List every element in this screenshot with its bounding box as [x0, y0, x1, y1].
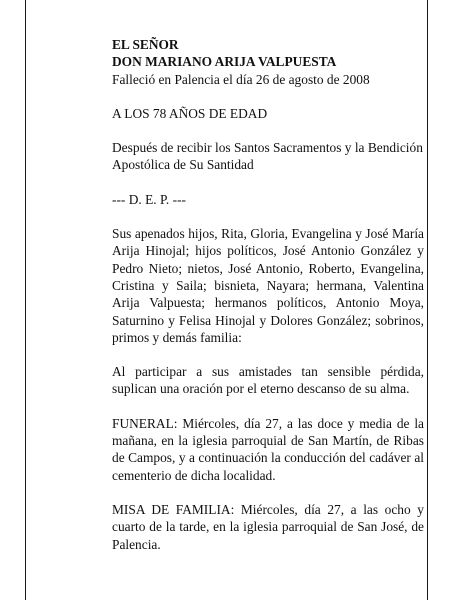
death-date-line: Falleció en Palencia el día 26 de agosto de 2008 — [112, 71, 370, 87]
notice-header — [112, 36, 424, 88]
deceased-title: EL SEÑOR — [112, 37, 179, 52]
family-mass-paragraph: MISA DE FAMILIA: Miércoles, día 27, a las ocho y cuarto de la tarde, en la iglesia parroquial de San José, de Palencia. — [112, 501, 424, 552]
sacraments-paragraph: Después de recibir los Santos Sacramentos y la Bendición Apostólica de Su Santidad — [112, 140, 423, 173]
obituary-notice — [112, 36, 424, 570]
family-paragraph: Sus apenados hijos, Rita, Gloria, Evangelina y José María Arija Hinojal; hijos políticos, José Antonio González y Pedro Nieto; nietos, José Antonio, Roberto, Evangelina, Cristina y Saila; bisnieta, Nayara; hermana, Valentina Arija Valpuesta; hermanos políticos, Antonio Moya, Saturnino y Felisa Hinojal y Dolores González; sobrinos, primos y demás familia: — [112, 226, 424, 345]
age-line: A LOS 78 AÑOS DE EDAD — [112, 105, 268, 121]
funeral-paragraph: FUNERAL: Miércoles, día 27, a las doce y media de la mañana, en la iglesia parroquial de San Martín, de Ribas de Campos, y a continuación la conducción del cadáver al cementerio de dicha localidad. — [112, 415, 424, 483]
deceased-name: DON MARIANO ARIJA VALPUESTA — [112, 54, 337, 70]
dep-line: --- D. E. P. --- — [112, 191, 187, 207]
request-paragraph: Al participar a sus amistades tan sensible pérdida, suplican una oración por el eterno descanso de su alma. — [112, 364, 424, 397]
